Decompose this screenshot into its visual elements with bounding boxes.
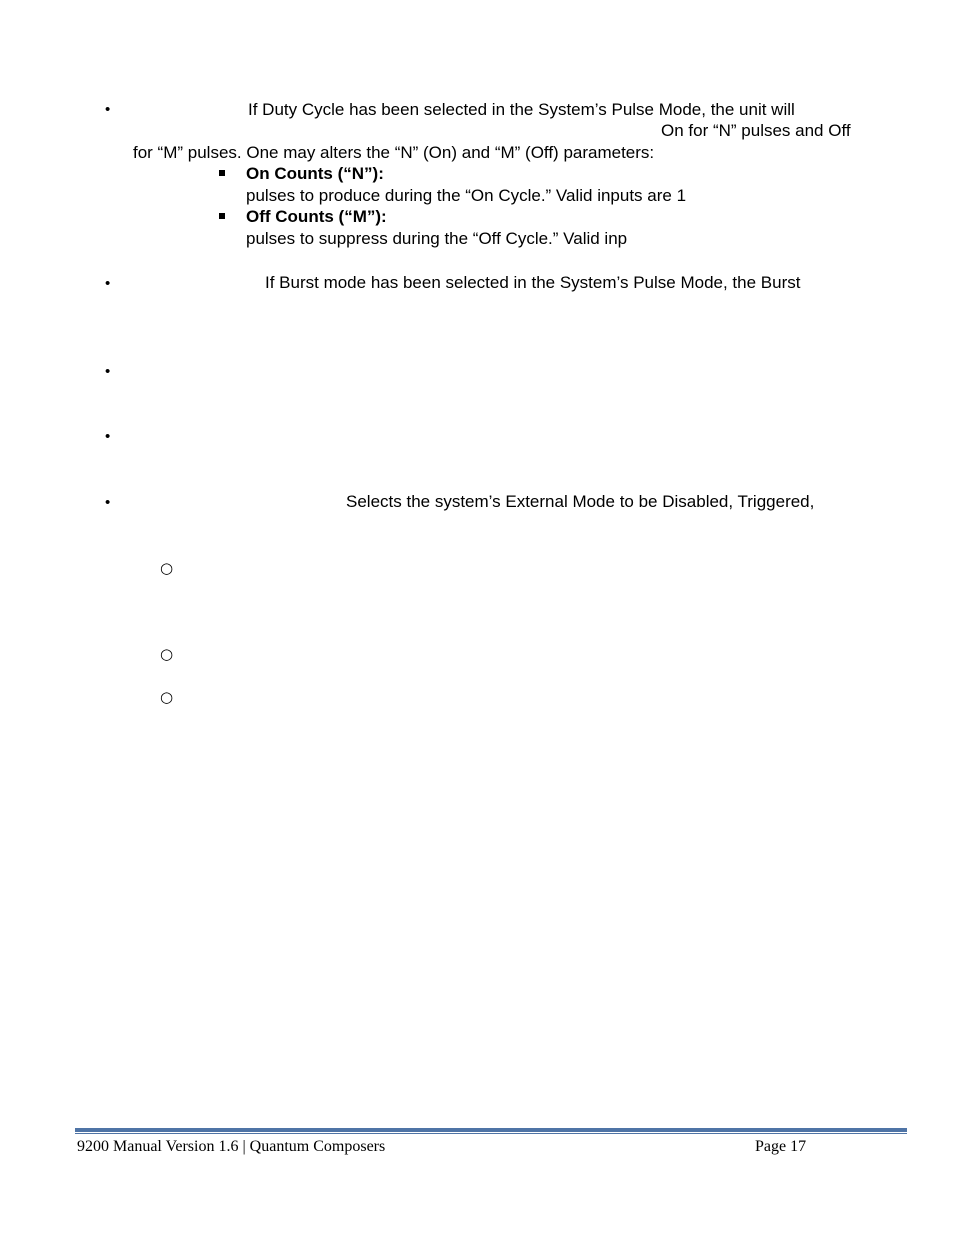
bullet-glyph: • (105, 363, 111, 380)
footer-rule-thin (75, 1133, 907, 1134)
footer-rule (75, 1128, 907, 1132)
off-counts-label: Off Counts (“M”): (246, 207, 387, 226)
bullet-glyph: • (105, 275, 111, 292)
on-counts-text: pulses to produce during the “On Cycle.” Valid inputs are 1 (246, 186, 687, 205)
duty-cycle-line-1: If Duty Cycle has been selected in the System’s Pulse Mode, the unit will (248, 100, 795, 119)
page-number: Page 17 (755, 1138, 807, 1155)
burst-line-1: If Burst mode has been selected in the System’s Pulse Mode, the Burst (265, 273, 801, 292)
bullet-glyph: • (105, 101, 111, 118)
sub-bullet-glyph: ○ (160, 645, 174, 663)
on-counts-label: On Counts (“N”): (246, 164, 384, 183)
external-mode-line-1: Selects the system’s External Mode to be Disabled, Triggered, (346, 492, 815, 511)
off-counts-text: pulses to suppress during the “Off Cycle.” Valid inp (246, 229, 628, 248)
sub-bullet-glyph: ○ (160, 688, 174, 706)
sub-bullet-glyph: ○ (160, 559, 174, 577)
duty-cycle-line-2: On for “N” pulses and Off (661, 121, 851, 140)
square-bullet-icon (219, 213, 225, 219)
square-bullet-icon (219, 170, 225, 176)
duty-cycle-line-3: for “M” pulses. One may alters the “N” (On) and “M” (Off) parameters: (133, 143, 655, 162)
footer-title: 9200 Manual Version 1.6 | Quantum Composers (77, 1138, 386, 1155)
bullet-glyph: • (105, 428, 111, 445)
bullet-glyph: • (105, 494, 111, 511)
